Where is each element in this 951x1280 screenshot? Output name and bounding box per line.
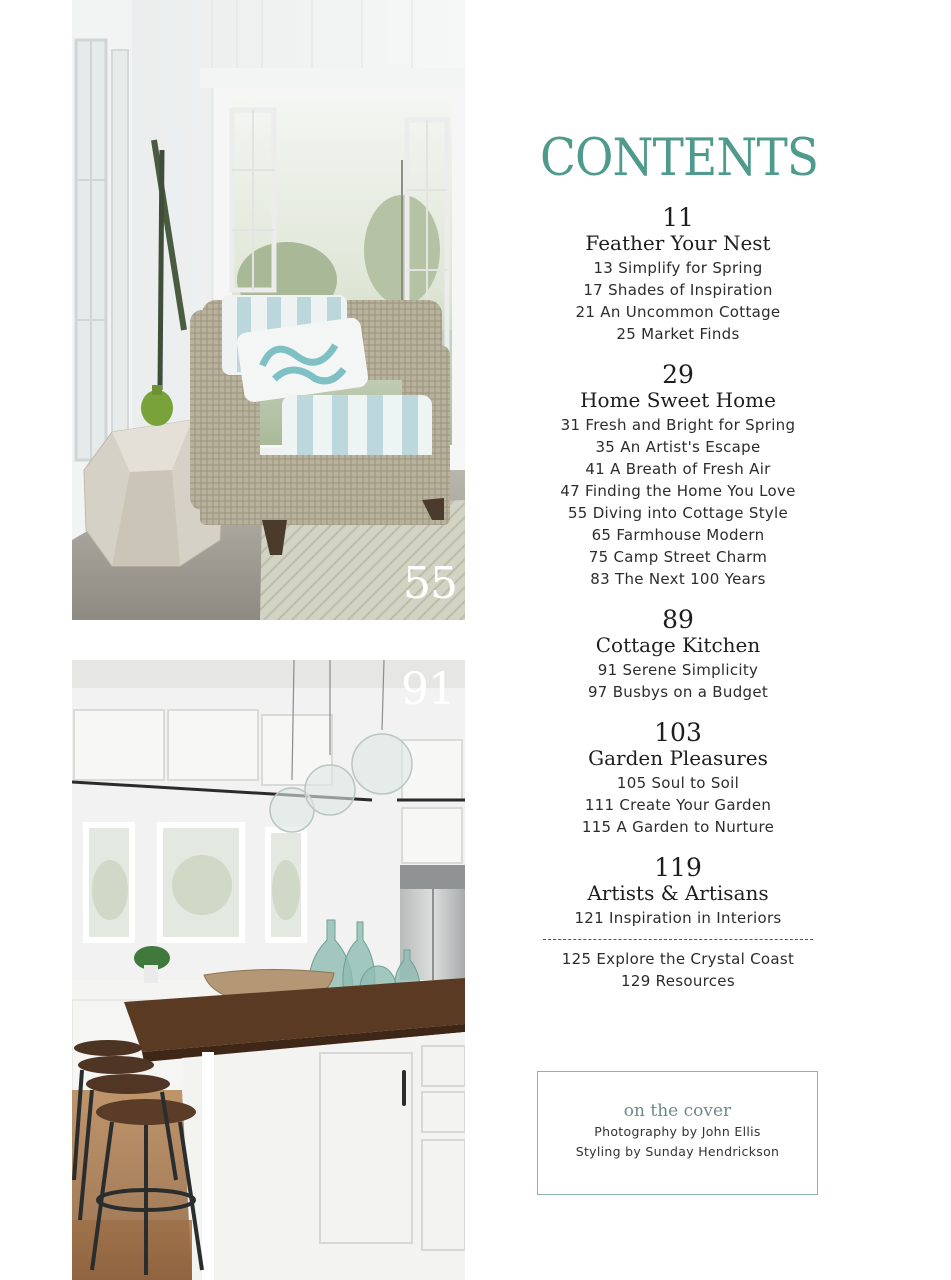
page-title: CONTENTS [540, 129, 819, 188]
photo-living-room [72, 0, 465, 620]
section-title: Artists & Artisans [587, 881, 769, 905]
toc-section-home-sweet-home [528, 361, 828, 590]
section-page-number: 103 [654, 718, 702, 747]
section-title: Home Sweet Home [580, 388, 776, 412]
dashed-divider [543, 939, 813, 940]
toc-entry: 75 Camp Street Charm [588, 548, 768, 566]
toc-entry: 55 Diving into Cottage Style [567, 504, 789, 522]
toc-section-cottage-kitchen [528, 606, 828, 703]
cover-title: on the cover [623, 1101, 732, 1121]
section-page-number: 11 [662, 203, 694, 232]
table-of-contents [528, 128, 828, 992]
toc-section-artists-artisans [528, 854, 828, 929]
toc-entry: 97 Busbys on a Budget [587, 683, 769, 701]
toc-entry: 31 Fresh and Bright for Spring [560, 416, 796, 434]
toc-entry: 91 Serene Simplicity [597, 661, 759, 679]
toc-entry: 129 Resources [621, 972, 735, 990]
toc-entry: 111 Create Your Garden [584, 796, 772, 814]
section-page-number: 29 [662, 360, 694, 389]
cover-styling-credit: Styling by Sunday Hendrickson [575, 1144, 780, 1159]
toc-entry: 65 Farmhouse Modern [591, 526, 765, 544]
toc-entry: 13 Simplify for Spring [593, 259, 763, 277]
toc-entry: 35 An Artist's Escape [595, 438, 761, 456]
living-room-image [72, 0, 465, 620]
toc-entry: 41 A Breath of Fresh Air [585, 460, 771, 478]
section-title: Cottage Kitchen [595, 633, 761, 657]
toc-entry: 115 A Garden to Nurture [581, 818, 775, 836]
toc-entry: 21 An Uncommon Cottage [575, 303, 781, 321]
photo-kitchen [72, 660, 465, 1280]
toc-extras [528, 948, 828, 992]
section-title: Garden Pleasures [588, 746, 768, 770]
cover-photography-credit: Photography by John Ellis [594, 1124, 761, 1139]
toc-entry: 17 Shades of Inspiration [583, 281, 773, 299]
toc-entry: 83 The Next 100 Years [590, 570, 766, 588]
section-page-number: 89 [662, 605, 694, 634]
toc-entry: 25 Market Finds [616, 325, 740, 343]
toc-entry: 105 Soul to Soil [616, 774, 740, 792]
kitchen-image [72, 660, 465, 1280]
toc-entry: 121 Inspiration in Interiors [574, 909, 782, 927]
toc-entry: 125 Explore the Crystal Coast [561, 950, 795, 968]
toc-section-feather-your-nest [528, 204, 828, 345]
photo-page-number: 91 [401, 664, 455, 715]
photo-page-number: 55 [403, 558, 457, 609]
toc-section-garden-pleasures [528, 719, 828, 838]
section-title: Feather Your Nest [585, 231, 771, 255]
toc-entry: 47 Finding the Home You Love [560, 482, 796, 500]
on-the-cover-box [537, 1071, 818, 1195]
section-page-number: 119 [654, 853, 702, 882]
